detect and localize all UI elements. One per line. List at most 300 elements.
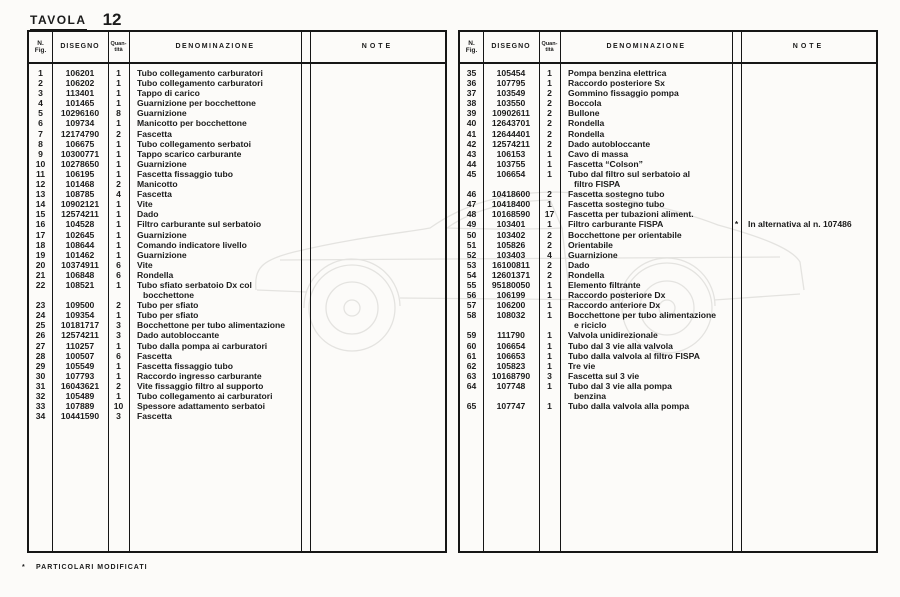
fig-number: 20	[35, 259, 46, 270]
drawing-number: 109734	[65, 118, 95, 129]
header-disegno: DISEGNO	[491, 42, 531, 50]
drawing-number: 108032	[496, 310, 526, 321]
denomination: Tubo dal filtro sul serbatoio al filtro FISPA	[568, 168, 691, 190]
denomination: Fascetta sostegno tubo	[568, 199, 665, 210]
quantity: 1	[116, 340, 121, 351]
table-row	[29, 68, 445, 78]
fig-number: 61	[466, 350, 477, 361]
fig-number: 49	[466, 219, 477, 230]
table-row	[460, 108, 876, 118]
quantity: 1	[116, 88, 121, 99]
header-fig: N. Fig.	[465, 39, 478, 54]
denomination: Fascetta per tubazioni aliment.	[568, 209, 694, 220]
quantity: 1	[547, 350, 552, 361]
table-row	[29, 300, 445, 310]
table-row	[29, 98, 445, 108]
table-row	[29, 270, 445, 280]
fig-number: 39	[466, 108, 477, 119]
tavola-label: TAVOLA	[30, 13, 87, 31]
denomination: Tubo dal 3 vie alla pompa benzina	[568, 380, 672, 401]
denomination: Raccordo posteriore Dx	[568, 290, 666, 301]
table-row	[460, 78, 876, 88]
quantity: 2	[547, 118, 552, 129]
fig-number: 59	[466, 330, 477, 341]
denomination: Fascetta	[137, 189, 172, 200]
drawing-number: 101462	[65, 249, 95, 260]
denomination: Orientabile	[568, 239, 613, 250]
denomination: Vite	[137, 259, 153, 270]
table-row	[460, 240, 876, 250]
fig-number: 17	[35, 229, 46, 240]
table-row	[29, 159, 445, 169]
fig-number: 5	[38, 108, 43, 119]
table-row	[460, 98, 876, 108]
fig-number: 27	[35, 340, 46, 351]
drawing-number: 12574211	[61, 330, 99, 341]
quantity: 1	[547, 380, 552, 391]
fig-number: 56	[466, 290, 477, 301]
denomination: Fascetta sostegno tubo	[568, 189, 665, 200]
footnote	[22, 564, 148, 571]
denomination: Guarnizione	[137, 249, 187, 260]
quantity: 6	[116, 350, 121, 361]
quantity: 1	[547, 148, 552, 159]
table-header	[460, 32, 876, 64]
table-row	[29, 108, 445, 118]
page-title	[30, 10, 121, 31]
quantity: 1	[116, 360, 121, 371]
quantity: 1	[116, 391, 121, 401]
quantity: 2	[116, 300, 121, 311]
drawing-number: 109500	[65, 300, 95, 311]
drawing-number: 107889	[65, 401, 95, 412]
header-note: NOTE	[361, 42, 394, 50]
drawing-number: 10902121	[60, 199, 100, 210]
quantity: 1	[547, 158, 552, 169]
drawing-number: 107747	[496, 401, 526, 412]
quantity: 1	[116, 158, 121, 169]
quantity: 2	[547, 98, 552, 109]
denomination: Tubo per sfiato	[137, 310, 199, 321]
fig-number: 21	[35, 269, 46, 280]
table-row	[29, 240, 445, 250]
parts-table-left	[27, 30, 447, 553]
fig-number: 52	[466, 249, 477, 260]
fig-number: 35	[466, 68, 477, 78]
fig-number: 33	[35, 401, 46, 412]
tavola-number: 12	[102, 10, 122, 29]
denomination: Raccordo ingresso carburante	[137, 370, 262, 381]
drawing-number: 107748	[496, 380, 526, 391]
quantity: 1	[116, 219, 121, 230]
denomination: Dado autobloccante	[137, 330, 220, 341]
quantity: 1	[116, 199, 121, 210]
denomination: Comando indicatore livello	[137, 239, 247, 250]
denomination: Raccordo anteriore Dx	[568, 300, 661, 311]
fig-number: 63	[466, 370, 477, 381]
denomination: Tubo dal 3 vie alla valvola	[568, 340, 673, 351]
table-row	[460, 401, 876, 411]
denomination: Fascetta sul 3 vie	[568, 370, 640, 381]
quantity: 1	[547, 279, 552, 290]
fig-number: 58	[466, 310, 477, 321]
denomination: Tubo collegamento serbatoi	[137, 138, 251, 149]
header-denominazione: DENOMINAZIONE	[175, 42, 255, 50]
quantity: 1	[547, 199, 552, 210]
drawing-number: 10278650	[60, 158, 100, 169]
quantity: 3	[116, 320, 121, 331]
denomination: Tubo dalla pompa ai carburatori	[137, 340, 268, 351]
fig-number: 47	[466, 199, 477, 210]
quantity: 3	[116, 411, 121, 422]
fig-number: 25	[35, 320, 46, 331]
table-row	[460, 371, 876, 381]
denomination: Dado autobloccante	[568, 138, 651, 149]
table-row	[460, 129, 876, 139]
drawing-number: 100507	[65, 350, 95, 361]
quantity: 1	[116, 239, 121, 250]
fig-number: 16	[35, 219, 46, 230]
quantity: 2	[547, 128, 552, 139]
table-row	[29, 391, 445, 401]
fig-number: 1	[38, 68, 43, 78]
quantity: 1	[116, 310, 121, 321]
fig-number: 54	[466, 269, 477, 280]
drawing-number: 106201	[65, 68, 95, 78]
denomination: Filtro carburante sul serbatoio	[137, 219, 262, 230]
table-row	[460, 381, 876, 401]
drawing-number: 106848	[65, 269, 95, 280]
table-row	[29, 351, 445, 361]
drawing-number: 95180050	[491, 279, 531, 290]
table-row	[460, 351, 876, 361]
fig-number: 57	[466, 300, 477, 311]
fig-number: 12	[35, 179, 46, 190]
fig-number: 36	[466, 78, 477, 89]
denomination: Filtro carburante FISPA	[568, 219, 664, 230]
drawing-number: 12174790	[60, 128, 100, 139]
table-row	[29, 341, 445, 351]
table-row	[29, 230, 445, 240]
denomination: Fascetta fissaggio tubo	[137, 360, 233, 371]
table-row	[29, 250, 445, 260]
fig-number: 23	[35, 300, 46, 311]
denomination: Elemento filtrante	[568, 279, 641, 290]
denomination: Vite	[137, 199, 153, 210]
drawing-number: 106199	[496, 290, 526, 301]
header-denominazione: DENOMINAZIONE	[606, 42, 686, 50]
header-fig: N. Fig.	[34, 39, 47, 54]
fig-number: 30	[35, 370, 46, 381]
fig-number: 48	[466, 209, 477, 220]
quantity: 2	[116, 380, 121, 391]
fig-number: 43	[466, 148, 477, 159]
table-row	[29, 361, 445, 371]
right-table-body	[460, 64, 876, 551]
table-row	[460, 149, 876, 159]
fig-number: 55	[466, 279, 477, 290]
denomination: Tubo collegamento carburatori	[137, 68, 263, 78]
denomination: Bullone	[568, 108, 600, 119]
table-row	[29, 169, 445, 179]
drawing-number: 10168590	[491, 209, 531, 220]
drawing-number: 106153	[496, 148, 526, 159]
fig-number: 60	[466, 340, 477, 351]
fig-number: 62	[466, 360, 477, 371]
table-row	[29, 401, 445, 411]
table-row	[29, 320, 445, 330]
fig-number: 29	[35, 360, 46, 371]
fig-number: 32	[35, 391, 46, 401]
table-row	[29, 149, 445, 159]
drawing-number: 107793	[65, 370, 95, 381]
denomination: Tubo collegamento ai carburatori	[137, 391, 273, 401]
denomination: Tubo dalla valvola al filtro FISPA	[568, 350, 700, 361]
denomination: Guarnizione	[137, 158, 187, 169]
fig-number: 53	[466, 259, 477, 270]
drawing-number: 105454	[496, 68, 526, 78]
quantity: 2	[547, 229, 552, 240]
drawing-number: 113401	[65, 88, 95, 99]
fig-number: 3	[38, 88, 43, 99]
denomination: Bocchettone per tubo alimentazione	[137, 320, 286, 331]
left-table-body	[29, 64, 445, 551]
drawing-number: 108521	[65, 279, 95, 290]
denomination: Fascetta fissaggio tubo	[137, 168, 233, 179]
fig-number: 8	[38, 138, 43, 149]
quantity: 1	[116, 209, 121, 220]
quantity: 1	[116, 168, 121, 179]
note-text: In alternativa al n. 107486	[748, 219, 852, 230]
table-row	[460, 159, 876, 169]
table-row	[460, 341, 876, 351]
denomination: Manicotto	[137, 179, 178, 190]
denomination: Valvola unidirezionale	[568, 330, 658, 341]
fig-number: 6	[38, 118, 43, 129]
fig-number: 50	[466, 229, 477, 240]
denomination: Rondella	[137, 269, 174, 280]
table-row	[460, 88, 876, 98]
table-row	[460, 199, 876, 209]
denomination: Boccola	[568, 98, 602, 109]
denomination: Fascetta	[137, 128, 172, 139]
fig-number: 4	[38, 98, 43, 109]
table-row	[29, 371, 445, 381]
quantity: 4	[116, 189, 121, 200]
quantity: 6	[116, 259, 121, 270]
quantity: 1	[116, 229, 121, 240]
table-row	[29, 381, 445, 391]
drawing-number: 102645	[65, 229, 95, 240]
table-row	[460, 118, 876, 128]
fig-number: 19	[35, 249, 46, 260]
drawing-number: 103402	[496, 229, 526, 240]
table-row	[29, 179, 445, 189]
table-row	[460, 361, 876, 371]
drawing-number: 10441590	[60, 411, 100, 422]
table-row	[29, 330, 445, 340]
fig-number: 18	[35, 239, 46, 250]
quantity: 2	[547, 189, 552, 200]
quantity: 1	[116, 279, 121, 290]
quantity: 1	[116, 370, 121, 381]
fig-number: 31	[35, 380, 46, 391]
table-row	[460, 169, 876, 189]
quantity: 1	[116, 78, 121, 89]
quantity: 1	[547, 360, 552, 371]
drawing-number: 104528	[65, 219, 95, 230]
parts-table-right	[458, 30, 878, 553]
fig-number: 44	[466, 158, 477, 169]
drawing-number: 105489	[65, 391, 95, 401]
quantity: 1	[547, 168, 552, 179]
drawing-number: 110257	[65, 340, 95, 351]
drawing-number: 101468	[65, 179, 95, 190]
table-row	[460, 310, 876, 330]
denomination: Tappo di carico	[137, 88, 200, 99]
quantity: 2	[547, 239, 552, 250]
denomination: Guarnizione	[137, 229, 187, 240]
denomination: Tubo sfiato serbatoio Dx col bocchettone	[137, 279, 252, 301]
drawing-number: 106654	[496, 340, 526, 351]
fig-number: 7	[38, 128, 43, 139]
drawing-number: 10168790	[491, 370, 531, 381]
table-row	[460, 290, 876, 300]
fig-number: 40	[466, 118, 477, 129]
table-row	[460, 270, 876, 280]
quantity: 1	[116, 249, 121, 260]
quantity: 1	[547, 300, 552, 311]
fig-number: 64	[466, 380, 477, 391]
denomination: Guarnizione	[137, 108, 187, 119]
fig-number: 22	[35, 279, 46, 290]
table-row	[29, 260, 445, 270]
quantity: 2	[116, 179, 121, 190]
table-row	[460, 230, 876, 240]
drawing-number: 106675	[65, 138, 95, 149]
quantity: 1	[547, 330, 552, 341]
fig-number: 26	[35, 330, 46, 341]
quantity: 10	[113, 401, 124, 412]
quantity: 2	[547, 259, 552, 270]
denomination: Bocchettone per tubo alimentazione e riciclo	[568, 310, 717, 331]
table-row	[460, 330, 876, 340]
fig-number: 45	[466, 168, 477, 179]
fig-number: 13	[35, 189, 46, 200]
fig-number: 46	[466, 189, 477, 200]
drawing-number: 103401	[496, 219, 526, 230]
denomination: Vite fissaggio filtro al supporto	[137, 380, 264, 391]
drawing-number: 12644401	[491, 128, 531, 139]
quantity: 1	[547, 310, 552, 321]
header-note: NOTE	[792, 42, 825, 50]
table-row	[460, 219, 876, 229]
drawing-number: 105823	[496, 360, 526, 371]
fig-number: 42	[466, 138, 477, 149]
denomination: Fascetta “Colson”	[568, 158, 643, 169]
drawing-number: 106202	[65, 78, 95, 89]
table-row	[29, 78, 445, 88]
quantity: 1	[547, 401, 552, 412]
table-row	[460, 189, 876, 199]
denomination: Raccordo posteriore Sx	[568, 78, 665, 89]
table-row	[460, 139, 876, 149]
quantity: 1	[116, 98, 121, 109]
drawing-number: 10418400	[491, 199, 531, 210]
drawing-number: 108785	[65, 189, 95, 200]
denomination: Fascetta	[137, 350, 172, 361]
quantity: 1	[116, 138, 121, 149]
table-row	[29, 280, 445, 300]
drawing-number: 10418600	[491, 189, 531, 200]
table-row	[460, 280, 876, 290]
drawing-number: 106654	[496, 168, 526, 179]
header-quantita: Quan- tità	[110, 40, 127, 53]
drawing-number: 109354	[65, 310, 95, 321]
footnote-star: *	[22, 564, 26, 571]
quantity: 1	[547, 78, 552, 89]
denomination: Manicotto per bocchettone	[137, 118, 247, 129]
drawing-number: 105549	[65, 360, 95, 371]
denomination: Dado	[137, 209, 159, 220]
fig-number: 51	[466, 239, 477, 250]
table-row	[460, 300, 876, 310]
note-star: *	[734, 219, 739, 230]
denomination: Spessore adattamento serbatoi	[137, 401, 265, 412]
denomination: Tappo scarico carburante	[137, 148, 242, 159]
quantity: 6	[116, 269, 121, 280]
drawing-number: 103403	[496, 249, 526, 260]
drawing-number: 10181717	[60, 320, 100, 331]
fig-number: 28	[35, 350, 46, 361]
quantity: 1	[547, 290, 552, 301]
drawing-number: 10296160	[60, 108, 100, 119]
drawing-number: 101465	[65, 98, 95, 109]
table-row	[29, 209, 445, 219]
table-row	[29, 189, 445, 199]
table-row	[29, 118, 445, 128]
denomination: Dado	[568, 259, 590, 270]
fig-number: 11	[35, 168, 46, 179]
table-row	[29, 199, 445, 209]
denomination: Gommino fissaggio pompa	[568, 88, 679, 99]
fig-number: 37	[466, 88, 477, 99]
footnote-text: PARTICOLARI MODIFICATI	[36, 564, 148, 571]
quantity: 1	[547, 219, 552, 230]
fig-number: 15	[35, 209, 46, 220]
drawing-number: 12601371	[491, 269, 531, 280]
denomination: Rondella	[568, 118, 605, 129]
denomination: Cavo di massa	[568, 148, 629, 159]
header-quantita: Quan- tità	[541, 40, 558, 53]
drawing-number: 103755	[496, 158, 526, 169]
drawing-number: 111790	[497, 330, 525, 341]
table-row	[460, 260, 876, 270]
drawing-number: 12643701	[491, 118, 531, 129]
quantity: 1	[547, 68, 552, 78]
quantity: 17	[544, 209, 555, 220]
quantity: 3	[116, 330, 121, 341]
quantity: 1	[116, 68, 121, 78]
drawing-number: 106653	[496, 350, 526, 361]
table-row	[29, 139, 445, 149]
quantity: 1	[547, 340, 552, 351]
drawing-number: 108644	[65, 239, 95, 250]
fig-number: 9	[38, 148, 43, 159]
denomination: Rondella	[568, 269, 605, 280]
fig-number: 38	[466, 98, 477, 109]
quantity: 2	[547, 108, 552, 119]
